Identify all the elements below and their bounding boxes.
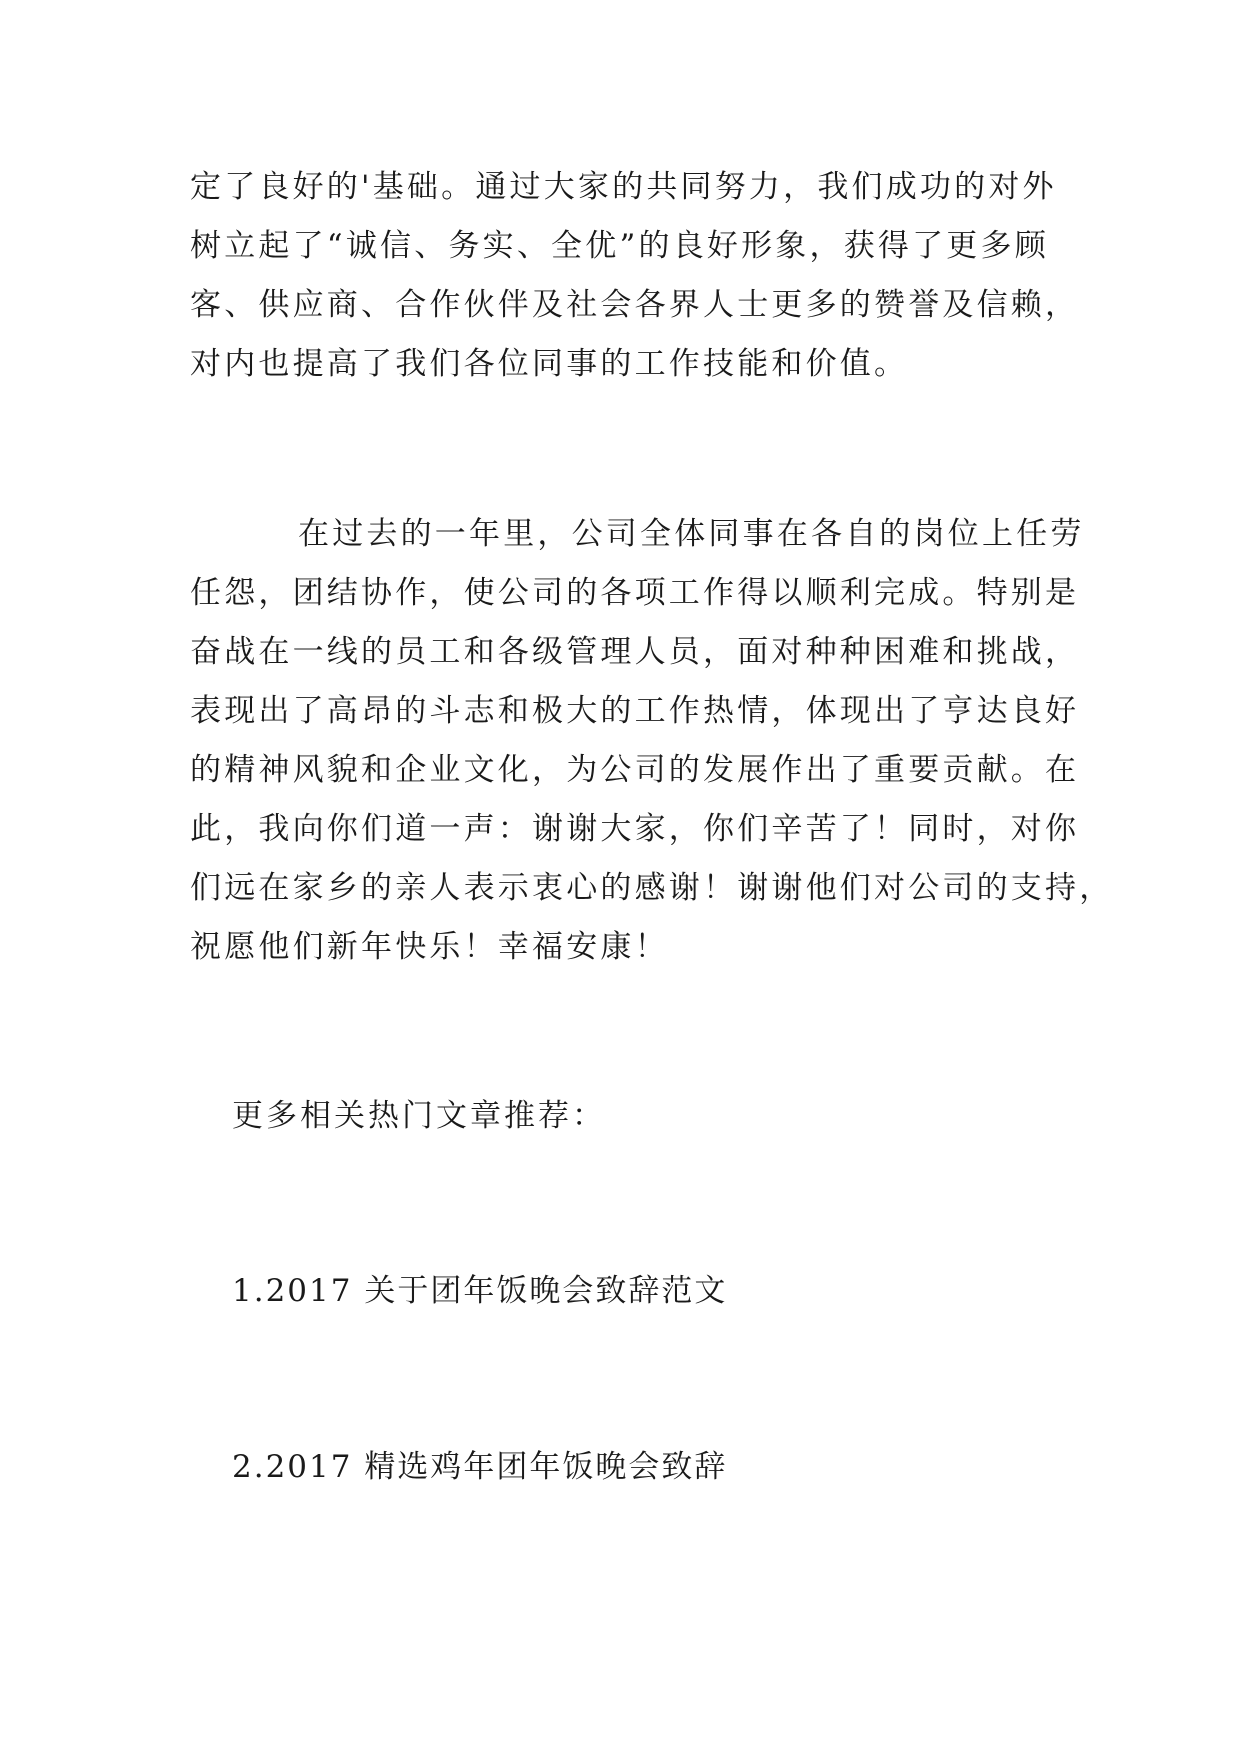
paragraph-thanks (190, 505, 1114, 977)
paragraph-line: 此，我向你们道一声：谢谢大家，你们辛苦了！同时，对你 (190, 811, 1080, 847)
paragraph-line: 客、供应商、合作伙伴及社会各界人士更多的赞誉及信赖， (190, 287, 1080, 323)
paragraph-line: 的精神风貌和企业文化，为公司的发展作出了重要贡献。在 (190, 752, 1080, 788)
paragraph-line: 在过去的一年里，公司全体同事在各自的岗位上任劳 (298, 516, 1085, 552)
paragraph-line: 定了良好的'基础。通过大家的共同努力，我们成功的对外 (190, 169, 1057, 205)
paragraph-line: 们远在家乡的亲人表示衷心的感谢！谢谢他们对公司的支持， (190, 870, 1114, 906)
paragraph-line: 对内也提高了我们各位同事的工作技能和价值。 (190, 346, 909, 382)
related-articles-heading: 更多相关热门文章推荐： (232, 1098, 606, 1134)
paragraph-line: 祝愿他们新年快乐！幸福安康！ (190, 929, 669, 965)
paragraph-line: 树立起了“诚信、务实、全优”的良好形象，获得了更多顾 (190, 228, 1049, 264)
related-article-link-2[interactable]: 2.2017 精选鸡年团年饭晚会致辞 (232, 1449, 728, 1485)
related-article-link-1[interactable]: 1.2017 关于团年饭晚会致辞范文 (232, 1273, 728, 1309)
paragraph-line: 任怨，团结协作，使公司的各项工作得以顺利完成。特别是 (190, 575, 1080, 611)
paragraph-continued (190, 158, 1080, 394)
paragraph-line: 奋战在一线的员工和各级管理人员，面对种种困难和挑战， (190, 634, 1080, 670)
paragraph-line: 表现出了高昂的斗志和极大的工作热情，体现出了亨达良好 (190, 693, 1080, 729)
